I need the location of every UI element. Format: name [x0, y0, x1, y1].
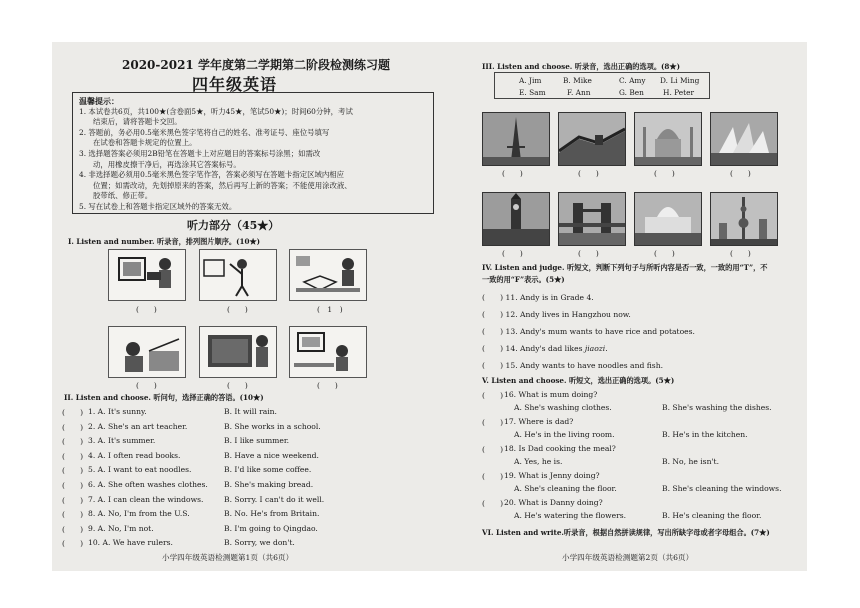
- option-a: 7. A. I can clean the windows.: [88, 494, 204, 504]
- page-1: [52, 42, 437, 571]
- picture-cleaning: [199, 249, 277, 301]
- notice-line: 1. 本试卷共6页，共100★(含卷面5★，听力45★，笔试50★)；时间60分钟，考试: [79, 106, 353, 116]
- section-4-heading-cont: 一致的用“F”表示。(5★): [482, 275, 565, 284]
- picture-answer-paren: ( ): [136, 305, 157, 314]
- name-option: B. Mike: [563, 76, 592, 85]
- section-5-heading: V. Listen and choose. 听短文，选出正确的选项。(5★): [482, 376, 675, 385]
- photo-big-ben: [482, 192, 550, 246]
- page-2-footer: 小学四年级英语检测题第2页（共6页）: [562, 553, 694, 562]
- page-2: [442, 42, 807, 571]
- question-text: 17. Where is dad?: [504, 417, 574, 426]
- answer-paren: ( ): [482, 293, 504, 302]
- picture-answer-paren: ( 1 ): [317, 305, 343, 314]
- option-b: B. It will rain.: [224, 407, 277, 416]
- answer-paren: ( ): [62, 524, 84, 534]
- option-b: B. I'm going to Qingdao.: [224, 523, 318, 533]
- name-option: E. Sam: [519, 88, 546, 97]
- name-option: C. Amy: [619, 76, 646, 85]
- photo-great-wall: [558, 112, 626, 166]
- answer-paren: ( ): [482, 361, 504, 370]
- picture-kitchen: [108, 326, 186, 378]
- photo-answer-paren: ( ): [502, 249, 523, 258]
- picture-answer-paren: ( ): [227, 305, 248, 314]
- answer-paren: ( ): [62, 510, 84, 520]
- answer-paren: ( ): [482, 499, 504, 508]
- name-option: G. Ben: [619, 88, 644, 97]
- answer-paren: ( ): [62, 451, 84, 461]
- answer-paren: ( ): [62, 437, 84, 447]
- photo-answer-paren: ( ): [730, 249, 751, 258]
- section-4-heading: IV. Listen and judge. 听短文，判断下列句子与所听内容是否一致，一致的用“T”，不: [482, 263, 768, 272]
- picture-blackboard: [199, 326, 277, 378]
- answer-paren: ( ): [62, 481, 84, 490]
- picture-answer-paren: ( ): [227, 381, 248, 390]
- option-b: B. She's washing the dishes.: [662, 403, 772, 412]
- option-a: 10. A. We have rulers.: [88, 538, 173, 548]
- answer-paren: ( ): [62, 466, 84, 476]
- photo-capitol: [634, 192, 702, 246]
- option-a: A. She's washing clothes.: [514, 403, 612, 412]
- answer-paren: ( ): [62, 408, 84, 417]
- photo-sydney-opera-house: [710, 112, 778, 166]
- option-b: B. Have a nice weekend.: [224, 450, 319, 460]
- judge-text: 12. Andy lives in Hangzhou now.: [505, 310, 631, 319]
- notice-line: 3. 选择题答案必须用2B铅笔在答题卡上对应题目的答案标号涂黑；如需改: [79, 148, 321, 158]
- option-a: 1. A. It's sunny.: [88, 407, 147, 416]
- name-options-box: [494, 72, 710, 99]
- notice-line: 胶带纸、修正带。: [93, 191, 153, 201]
- option-a: A. She's cleaning the floor.: [514, 484, 617, 493]
- question-text: 20. What is Danny doing?: [504, 498, 603, 507]
- option-a: A. He's in the living room.: [514, 430, 615, 439]
- question-text: 19. What is Jenny doing?: [504, 471, 600, 480]
- exam-subtitle: 四年级英语: [192, 75, 278, 94]
- picture-computer: [289, 326, 367, 378]
- section-2-heading: II. Listen and choose. 听问句，选择正确的答语。(10★): [64, 393, 264, 402]
- judge-item: [482, 292, 594, 303]
- notice-line: 在试卷和答题卡规定的位置上。: [93, 138, 197, 148]
- judge-text: 13. Andy's mum wants to have rice and potatoes.: [505, 327, 695, 336]
- notice-line: 5. 写在试卷上和答题卡指定区域外的答案无效。: [79, 201, 237, 211]
- name-option: H. Peter: [663, 88, 695, 97]
- name-option: A. Jim: [519, 76, 542, 85]
- option-a: 8. A. No, I'm from the U.S.: [88, 509, 190, 519]
- picture-answer-paren: ( ): [136, 381, 157, 390]
- answer-paren: ( ): [482, 327, 504, 336]
- photo-taj-mahal: [634, 112, 702, 166]
- judge-item: [482, 343, 608, 354]
- answer-paren: ( ): [482, 391, 504, 400]
- notice-line: 位置；如需改动，先划掉原来的答案，然后再写上新的答案；不能使用涂改液、: [93, 180, 352, 190]
- exam-sheet: [52, 42, 807, 571]
- picture-answer-paren: ( ): [317, 381, 338, 390]
- listening-heading: 听力部分（45★）: [187, 219, 280, 232]
- question-text: 16. What is mum doing?: [504, 390, 598, 399]
- option-b: B. He's in the kitchen.: [662, 430, 748, 439]
- judge-text: 11. Andy is in Grade 4.: [505, 293, 594, 302]
- notice-line: 结束后，请将答题卡交回。: [93, 117, 182, 127]
- page-1-footer: 小学四年级英语检测题第1页（共6页）: [162, 553, 294, 562]
- option-a: A. Yes, he is.: [514, 457, 563, 466]
- notice-heading: 温馨提示：: [79, 96, 119, 106]
- answer-paren: ( ): [62, 495, 84, 505]
- picture-reading: [289, 249, 367, 301]
- answer-paren: ( ): [482, 472, 504, 481]
- option-b: B. She's cleaning the windows.: [662, 484, 782, 493]
- photo-answer-paren: ( ): [654, 169, 675, 178]
- option-a: 6. A. She often washes clothes.: [88, 480, 208, 489]
- option-b: B. No, he isn't.: [662, 457, 720, 466]
- judge-text: 14. Andy's dad likes: [505, 344, 585, 353]
- photo-tower-bridge: [558, 192, 626, 246]
- photo-eiffel-tower: [482, 112, 550, 166]
- picture-tv: [108, 249, 186, 301]
- judge-item: [482, 326, 695, 337]
- notice-line: 动，用橡皮擦干净后，再选涂其它答案标号。: [93, 159, 241, 169]
- answer-paren: ( ): [482, 418, 504, 427]
- question-text: 18. Is Dad cooking the meal?: [504, 444, 616, 453]
- notice-box: [72, 92, 434, 214]
- option-b: B. Sorry, we don't.: [224, 538, 295, 548]
- option-b: B. He's cleaning the floor.: [662, 511, 762, 520]
- option-a: 9. A. No, I'm not.: [88, 523, 154, 533]
- name-option: D. Li Ming: [660, 76, 700, 85]
- option-b: B. She works in a school.: [224, 421, 321, 431]
- section-3-heading: III. Listen and choose. 听录音，选出正确的选项。(8★): [482, 62, 681, 71]
- photo-oriental-pearl-tower: [710, 192, 778, 246]
- photo-answer-paren: ( ): [578, 169, 599, 178]
- option-a: 5. A. I want to eat noodles.: [88, 465, 192, 475]
- option-b: B. I like summer.: [224, 436, 290, 446]
- name-option: F. Ann: [567, 88, 591, 97]
- answer-paren: ( ): [62, 539, 84, 549]
- photo-answer-paren: ( ): [730, 169, 751, 178]
- judge-item: [482, 360, 663, 371]
- option-b: B. I'd like some coffee.: [224, 465, 312, 475]
- notice-line: 2. 答题前，务必用0.5毫米黑色签字笔将自己的姓名、准考证号、座位号填写: [79, 127, 330, 137]
- section-6-heading: VI. Listen and write.听录音，根据自然拼读规律，写出所缺字母或者字母组合。(7★): [482, 528, 770, 537]
- option-a: A. He's watering the flowers.: [514, 511, 627, 520]
- option-a: 4. A. I often read books.: [88, 450, 181, 460]
- option-a: 3. A. It's summer.: [88, 436, 156, 446]
- option-a: 2. A. She's an art teacher.: [88, 421, 188, 431]
- section-1-heading: I. Listen and number. 听录音，排列图片顺序。(10★): [68, 237, 261, 246]
- answer-paren: ( ): [62, 422, 84, 432]
- photo-answer-paren: ( ): [654, 249, 675, 258]
- option-b: B. She's making bread.: [224, 480, 314, 489]
- judge-text: 15. Andy wants to have noodles and fish.: [505, 361, 663, 370]
- answer-paren: ( ): [482, 445, 504, 454]
- answer-paren: ( ): [482, 344, 504, 353]
- option-b: B. Sorry. I can't do it well.: [224, 494, 325, 504]
- option-b: B. No. He's from Britain.: [224, 509, 320, 519]
- judge-item: [482, 309, 631, 320]
- judge-text-italic: jiaozi.: [584, 344, 608, 353]
- photo-answer-paren: ( ): [578, 249, 599, 258]
- photo-answer-paren: ( ): [502, 169, 523, 178]
- exam-title: 2020-2021 学年度第二学期第二阶段检测练习题: [122, 58, 390, 72]
- notice-line: 4. 非选择题必须用0.5毫米黑色签字笔作答，答案必须写在答题卡指定区域内相应: [79, 170, 345, 180]
- answer-paren: ( ): [482, 310, 504, 319]
